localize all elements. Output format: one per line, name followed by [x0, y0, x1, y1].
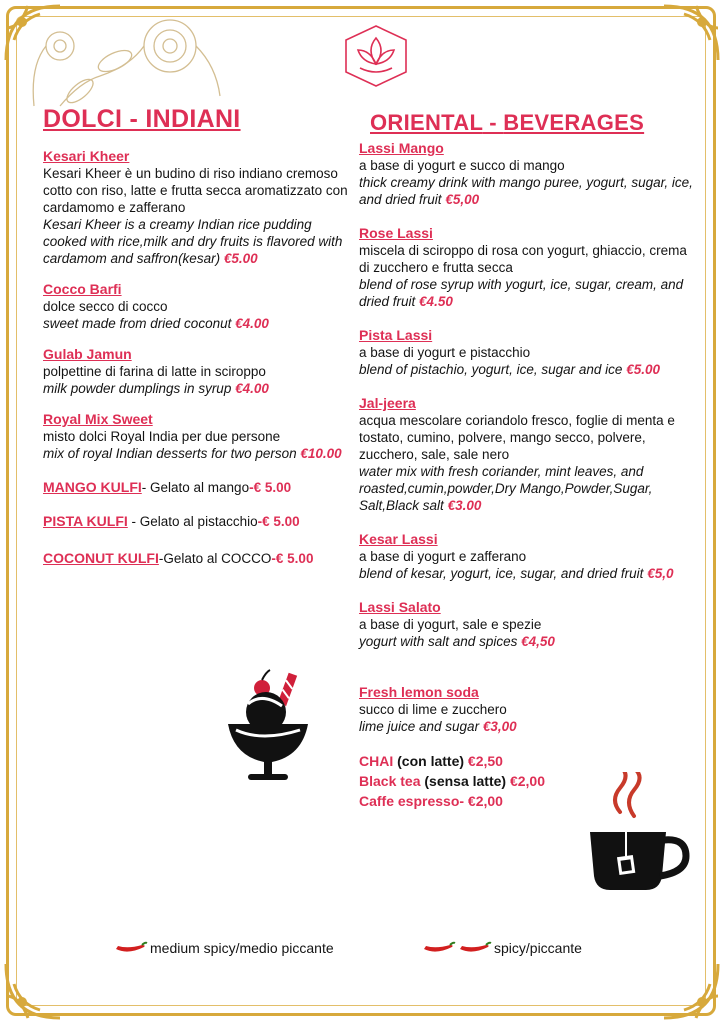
item-name: Lassi Salato: [359, 599, 441, 615]
hot-drink-black-tea: Black tea (sensa latte) €2,00: [359, 773, 546, 789]
beverage-item-pista-lassi: [359, 327, 694, 378]
lotus-emblem-icon: [340, 24, 412, 88]
item-price: €10.00: [300, 446, 342, 461]
item-price: -€ 5.00: [257, 514, 300, 529]
dessert-item-kesari-kheer: [43, 148, 353, 267]
item-price: -€ 5.00: [271, 551, 314, 566]
item-desc: - Gelato al pistacchio: [127, 514, 258, 529]
kulfi-item-mango: [43, 479, 353, 496]
kulfi-item-pista: [43, 513, 353, 530]
beverage-item-kesar-lassi: [359, 531, 694, 582]
beverages-title: ORIENTAL - BEVERAGES: [370, 110, 645, 135]
beverage-item-fresh-lemon-soda: [359, 684, 694, 735]
chili-icon: [422, 941, 456, 955]
item-price: €4.00: [235, 381, 269, 396]
item-price: €5.00: [626, 362, 660, 377]
corner-ornament-icon: [0, 934, 90, 1024]
item-desc-it: acqua mescolare coriandolo fresco, foglie di menta e tostato, cumino, polvere, mango secco, polvere, zucchero, sale, sale nero: [359, 413, 675, 462]
hot-drink-chai: CHAI (con latte) €2,50: [359, 753, 503, 769]
item-desc-it: miscela di sciroppo di rosa con yogurt, ghiaccio, crema di zucchero e frutta secca: [359, 243, 687, 275]
item-desc-en: sweet made from dried coconut €4.00: [43, 316, 269, 331]
beverage-item-lassi-salato: [359, 599, 694, 650]
item-desc-en: mix of royal Indian desserts for two person €10.00: [43, 446, 342, 461]
corner-ornament-icon: [634, 934, 724, 1024]
item-desc-en: milk powder dumplings in syrup €4.00: [43, 381, 269, 396]
legend-label: spicy/piccante: [494, 940, 582, 956]
hot-drink-espresso: Caffe espresso- €2,00: [359, 793, 503, 809]
item-name: Jal-jeera: [359, 395, 416, 411]
item-desc-en: blend of rose syrup with yogurt, ice, sugar, cream, and dried fruit €4.50: [359, 277, 684, 309]
item-name: Kesari Kheer: [43, 148, 130, 164]
item-desc-it: succo di lime e zucchero: [359, 702, 507, 717]
legend-spicy: [422, 940, 582, 956]
item-desc-en: blend of kesar, yogurt, ice, sugar, and dried fruit €5,0: [359, 566, 674, 581]
item-name: Gulab Jamun: [43, 346, 132, 362]
coffee-cup-icon: [586, 772, 690, 896]
item-desc-it: a base di yogurt, sale e spezie: [359, 617, 542, 632]
item-price: €4.00: [235, 316, 269, 331]
item-price: -€ 5.00: [249, 480, 292, 495]
item-price: €5,00: [445, 192, 480, 207]
chili-icon: [458, 941, 492, 955]
item-desc-en: lime juice and sugar €3,00: [359, 719, 517, 734]
item-desc-it: misto dolci Royal India per due persone: [43, 429, 281, 444]
item-desc-it: dolce secco di cocco: [43, 299, 168, 314]
item-name: Royal Mix Sweet: [43, 411, 153, 427]
item-name: COCONUT KULFI: [43, 550, 159, 566]
beverage-item-rose-lassi: [359, 225, 694, 310]
item-price: €4,50: [521, 634, 555, 649]
item-desc-it: a base di yogurt e zafferano: [359, 549, 527, 564]
item-desc-it: Kesari Kheer è un budino di riso indiano cremoso cotto con riso, latte e frutta secca aromatizzato con cardamomo e zafferano: [43, 166, 348, 215]
item-desc-en: blend of pistachio, yogurt, ice, sugar and ice €5.00: [359, 362, 660, 377]
item-name: Rose Lassi: [359, 225, 433, 241]
item-name: Fresh lemon soda: [359, 684, 479, 700]
item-name: Kesar Lassi: [359, 531, 438, 547]
item-desc: - Gelato al mango: [141, 480, 250, 495]
item-price: €5,0: [647, 566, 674, 581]
item-desc-en: yogurt with salt and spices €4,50: [359, 634, 555, 649]
item-desc-it: a base di yogurt e pistacchio: [359, 345, 531, 360]
item-desc: -Gelato al COCCO: [158, 551, 272, 566]
item-desc-en: thick creamy drink with mango puree, yogurt, sugar, ice, and dried fruit €5,00: [359, 175, 693, 207]
item-desc-en: Kesari Kheer is a creamy Indian rice pudding cooked with rice,milk and dry fruits is flavored with cardamom and saffron(kesar) €5.00: [43, 217, 343, 266]
item-price: €4.50: [419, 294, 453, 309]
item-desc-it: polpettine di farina di latte in sciroppo: [43, 364, 266, 379]
item-name: Pista Lassi: [359, 327, 433, 343]
chili-icon: [114, 941, 148, 955]
beverage-item-lassi-mango: [359, 140, 694, 208]
item-desc-it: a base di yogurt e succo di mango: [359, 158, 565, 173]
legend-medium-spicy: [114, 940, 334, 956]
beverage-item-jal-jeera: [359, 395, 694, 514]
desserts-title: DOLCI - INDIANI: [43, 105, 241, 133]
dessert-item-royal-mix-sweet: [43, 411, 353, 462]
beverages-column: [359, 108, 694, 811]
item-price: €5.00: [223, 251, 258, 266]
item-name: Cocco Barfi: [43, 281, 122, 297]
desserts-column: [43, 104, 353, 567]
ice-cream-sundae-icon: [222, 668, 314, 786]
dessert-item-gulab-jamun: [43, 346, 353, 397]
dessert-item-cocco-barfi: [43, 281, 353, 332]
item-price: €3.00: [447, 498, 482, 513]
item-desc-en: water mix with fresh coriander, mint leaves, and roasted,cumin,powder,Dry Mango,Powder,Sugar, Salt,Black salt €3.00: [359, 464, 653, 513]
item-name: Lassi Mango: [359, 140, 444, 156]
kulfi-item-coconut: [43, 550, 353, 567]
item-price: €3,00: [482, 719, 517, 734]
item-name: PISTA KULFI: [43, 513, 128, 529]
corner-ornament-icon: [634, 0, 724, 90]
legend-label: medium spicy/medio piccante: [150, 940, 334, 956]
item-name: MANGO KULFI: [43, 479, 142, 495]
